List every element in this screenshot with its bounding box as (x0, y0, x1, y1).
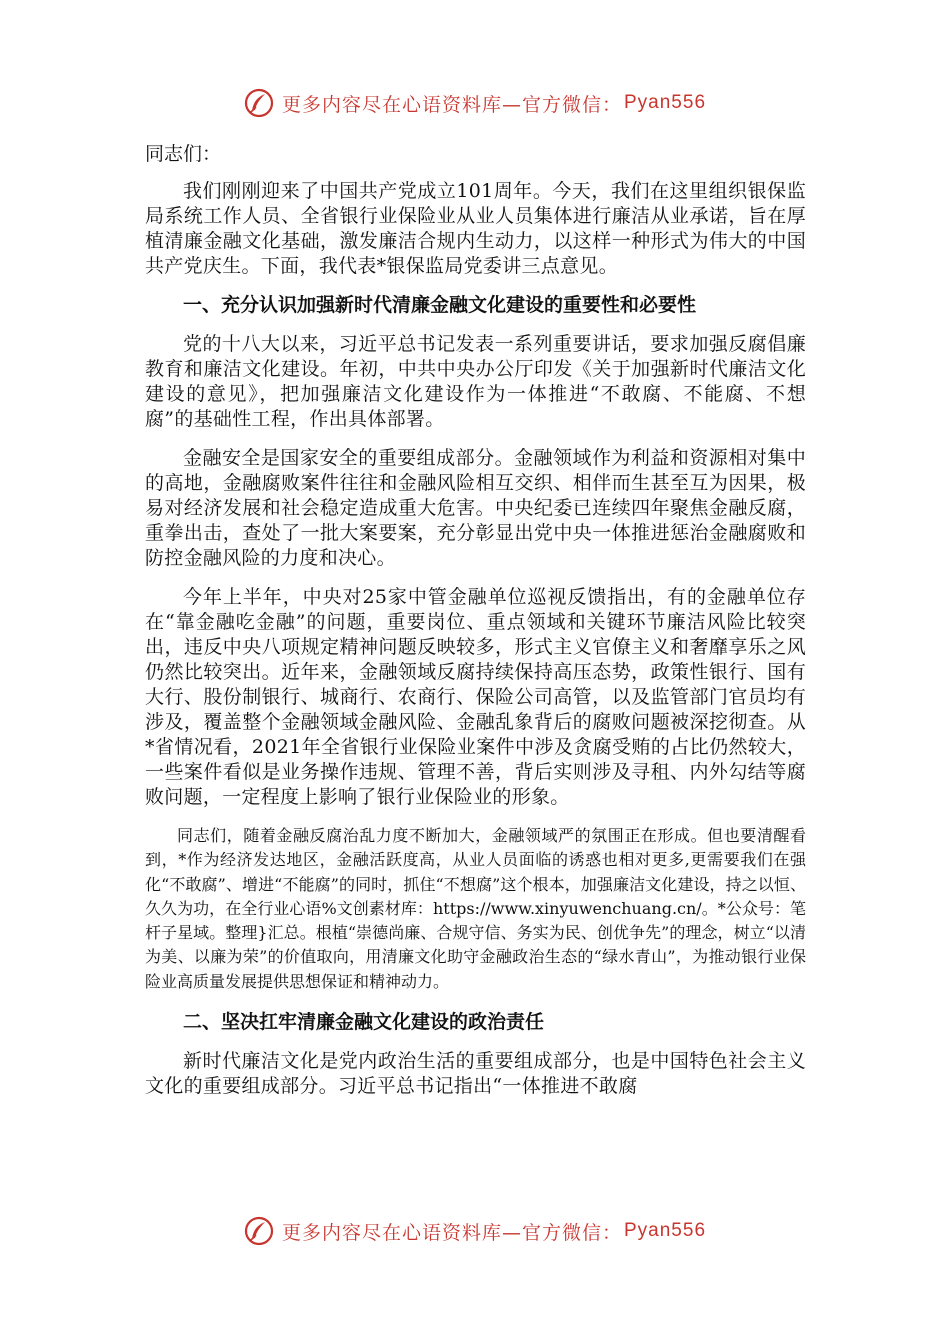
banner-text: 更多内容尽在心语资料库—官方微信： (281, 93, 622, 116)
feather-pen-icon (244, 88, 274, 118)
paragraph: 金融安全是国家安全的重要组成部分。金融领域作为利益和资源相对集中的高地，金融腐败案件往往和金融风险相互交织、相伴而生甚至互为因果，极易对经济发展和社会稳定造成重大危害。中央纪委已连续四年聚焦金融反腐，重拳出击，查处了一批大案要案，充分彰显出党中央一体推进惩治金融腐败和防控金融风险的力度和决心。 (145, 447, 806, 569)
banner-text: 更多内容尽在心语资料库—官方微信： (281, 1221, 622, 1244)
document-body (145, 142, 806, 1099)
footer-banner (0, 1211, 950, 1251)
paragraph: 党的十八大以来，习近平总书记发表一系列重要讲话，要求加强反腐倡廉教育和廉洁文化建设。年初，中共中央办公厅印发《关于加强新时代廉洁文化建设的意见》，把加强廉洁文化建设作为一体推进“不敢腐、不能腐、不想腐”的基础性工程，作出具体部署。 (145, 333, 806, 430)
header-banner (0, 83, 950, 123)
banner-wechat-id: Pyan556 (624, 92, 707, 113)
paragraph: 今年上半年，中央对25家中管金融单位巡视反馈指出，有的金融单位存在“靠金融吃金融”的问题，重要岗位、重点领域和关键环节廉洁风险比较突出，违反中央八项规定精神问题反映较多，形式主义官僚主义和奢靡享乐之风仍然比较突出。近年来，金融领域反腐持续保持高压态势，政策性银行、国有大行、股份制银行、城商行、农商行、保险公司高管，以及监管部门官员均有涉及，覆盖整个金融领域金融风险、金融乱象背后的腐败问题被深挖彻查。从*省情况看，2021年全省银行业保险业案件中涉及贪腐受贿的占比仍然较大，一些案件看似是业务操作违规、管理不善，背后实则涉及寻租、内外勾结等腐败问题，一定程度上影响了银行业保险业的形象。 (145, 586, 806, 808)
paragraph-intro: 我们刚刚迎来了中国共产党成立101周年。今天，我们在这里组织银保监局系统工作人员、全省银行业保险业从业人员集体进行廉洁从业承诺，旨在厚植清廉金融文化基础，激发廉洁合规内生动力，以这样一种形式为伟大的中国共产党庆生。下面，我代表*银保监局党委讲三点意见。 (145, 180, 806, 277)
feather-pen-icon (244, 1216, 274, 1246)
salutation: 同志们： (145, 143, 222, 165)
section-heading-2: 二、坚决扛牢清廉金融文化建设的政治责任 (183, 1011, 545, 1034)
banner-wechat-id: Pyan556 (624, 1220, 707, 1241)
paragraph-small: 同志们，随着金融反腐治乱力度不断加大，金融领域严的氛围正在形成。但也要清醒看到，*作为经济发达地区，金融活跃度高，从业人员面临的诱惑也相对更多,更需要我们在强化“不敢腐”、增进“不能腐”的同时，抓住“不想腐”这个根本，加强廉洁文化建设，持之以恒、久久为功，在全行业心语%文创素材库：https://www.xinyuwenchuang.cn/。*公众号：笔杆子星域。整理}汇总。根植“崇德尚廉、合规守信、务实为民、创优争先”的理念，树立“以清为美、以廉为荣”的价值取向，用清廉文化助守金融政治生态的“绿水青山”，为推动银行业保险业高质量发展提供思想保证和精神动力。 (145, 826, 806, 991)
paragraph: 新时代廉洁文化是党内政治生活的重要组成部分，也是中国特色社会主义文化的重要组成部分。习近平总书记指出“一体推进不敢腐 (145, 1050, 806, 1098)
section-heading-1: 一、充分认识加强新时代清廉金融文化建设的重要性和必要性 (183, 294, 697, 316)
